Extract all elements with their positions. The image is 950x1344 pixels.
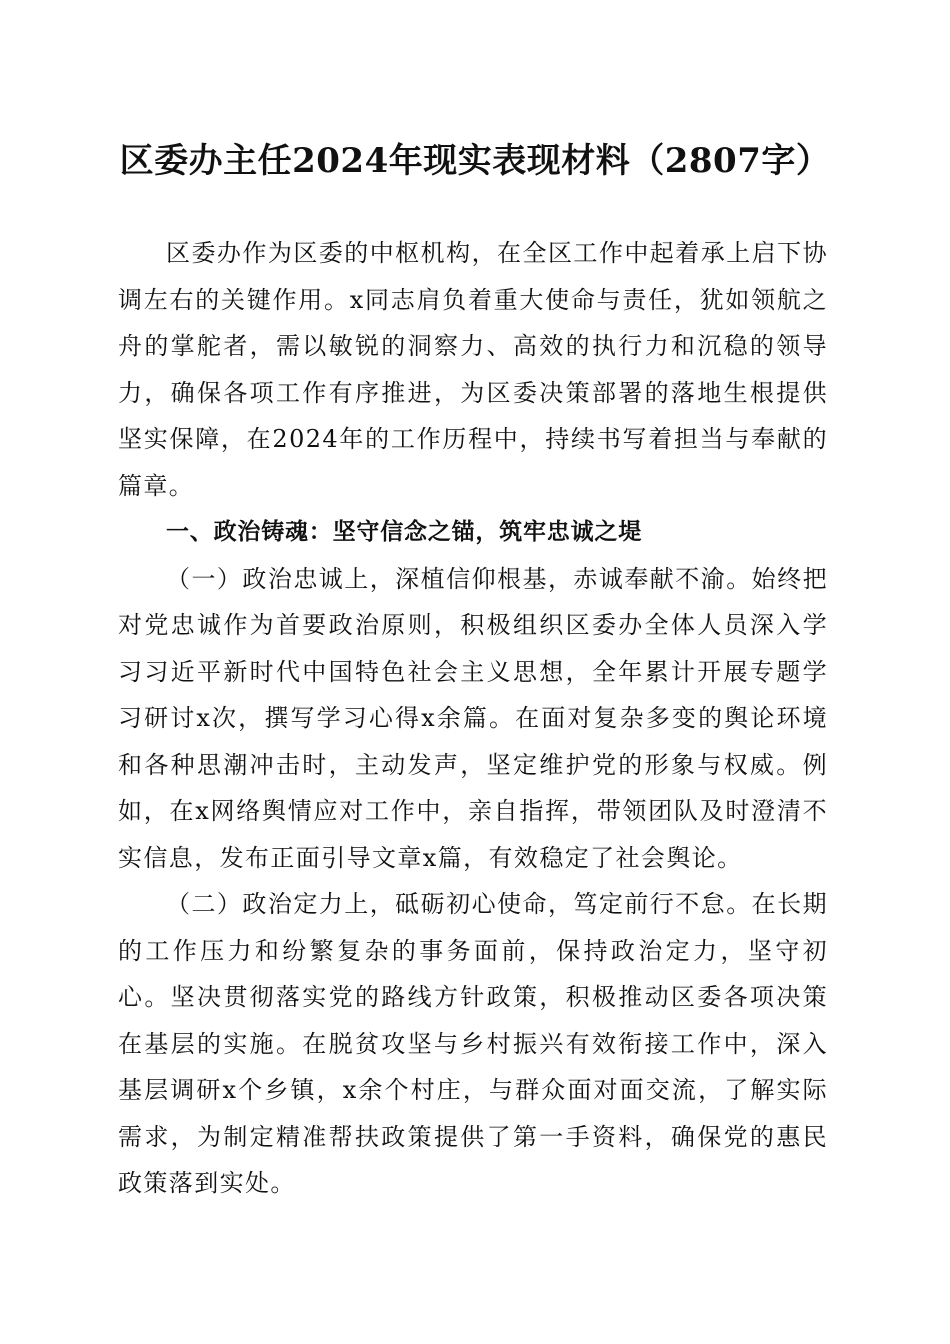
- section-paragraph-2: （二）政治定力上，砥砺初心使命，笃定前行不怠。在长期的工作压力和纷繁复杂的事务面前，保持政治定力，坚守初心。坚决贯彻落实党的路线方针政策，积极推动区委各项决策在基层的实施。在脱贫攻坚与乡村振兴有效衔接工作中，深入基层调研x个乡镇，x余个村庄，与群众面对面交流，了解实际需求，为制定精准帮扶政策提供了第一手资料，确保党的惠民政策落到实处。: [118, 890, 828, 1197]
- document-body: [118, 230, 828, 1207]
- intro-paragraph: 区委办作为区委的中枢机构，在全区工作中起着承上启下协调左右的关键作用。x同志肩负着重大使命与责任，犹如领航之舟的掌舵者，需以敏锐的洞察力、高效的执行力和沉稳的领导力，确保各项工作有序推进，为区委决策部署的落地生根提供坚实保障，在2024年的工作历程中，持续书写着担当与奉献的篇章。: [118, 239, 828, 500]
- section-paragraph-1: （一）政治忠诚上，深植信仰根基，赤诚奉献不渝。始终把对党忠诚作为首要政治原则，积极组织区委办全体人员深入学习习近平新时代中国特色社会主义思想，全年累计开展专题学习研讨x次，撰写学习心得x余篇。在面对复杂多变的舆论环境和各种思潮冲击时，主动发声，坚定维护党的形象与权威。例如，在x网络舆情应对工作中，亲自指挥，带领团队及时澄清不实信息，发布正面引导文章x篇，有效稳定了社会舆论。: [118, 564, 828, 872]
- document-title: 区委办主任2024年现实表现材料（2807字）: [119, 141, 831, 181]
- section-heading: 一、政治铸魂：坚守信念之锚，筑牢忠诚之堤: [166, 519, 642, 545]
